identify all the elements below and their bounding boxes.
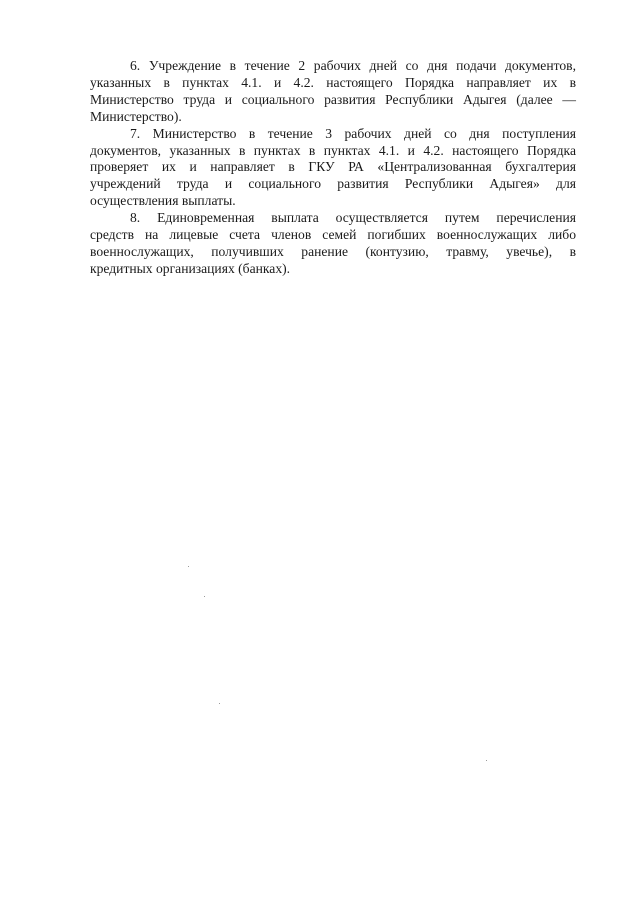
paragraph-line: Министерство труда и социального развития Республики Адыгея (далее — (90, 91, 576, 107)
paragraph-6 (90, 58, 576, 126)
paragraph-line: 8. Единовременная выплата осуществляется путем перечисления (130, 210, 576, 226)
paragraph-line: средств на лицевые счета членов семей погибших военнослужащих либо (90, 227, 576, 243)
paragraph-line: военнослужащих, получивших ранение (контузию, травму, увечье), в (90, 243, 576, 259)
document-body (90, 58, 576, 278)
paragraph-line: проверяет их и направляет в ГКУ РА «Централизованная бухгалтерия (90, 159, 576, 175)
paragraph-line: 6. Учреждение в течение 2 рабочих дней со дня подачи документов, (130, 58, 576, 73)
scan-speck (188, 566, 189, 567)
paragraph-line: кредитных организациях (банках). (90, 260, 291, 276)
paragraph-line: указанных в пунктах 4.1. и 4.2. настоящего Порядка направляет их в (90, 74, 576, 90)
scan-speck (204, 596, 205, 597)
paragraph-7 (90, 126, 576, 211)
paragraph-line: 7. Министерство в течение 3 рабочих дней со дня поступления (130, 125, 576, 141)
scan-speck (219, 703, 220, 704)
paragraph-8 (90, 210, 576, 278)
scan-speck (486, 760, 487, 761)
paragraph-line: учреждений труда и социального развития Республики Адыгея» для (90, 176, 576, 192)
paragraph-line: документов, указанных в пунктах в пунктах 4.1. и 4.2. настоящего Порядка (90, 142, 576, 158)
paragraph-line: Министерство). (90, 108, 182, 124)
paragraph-line: осуществления выплаты. (90, 193, 236, 209)
